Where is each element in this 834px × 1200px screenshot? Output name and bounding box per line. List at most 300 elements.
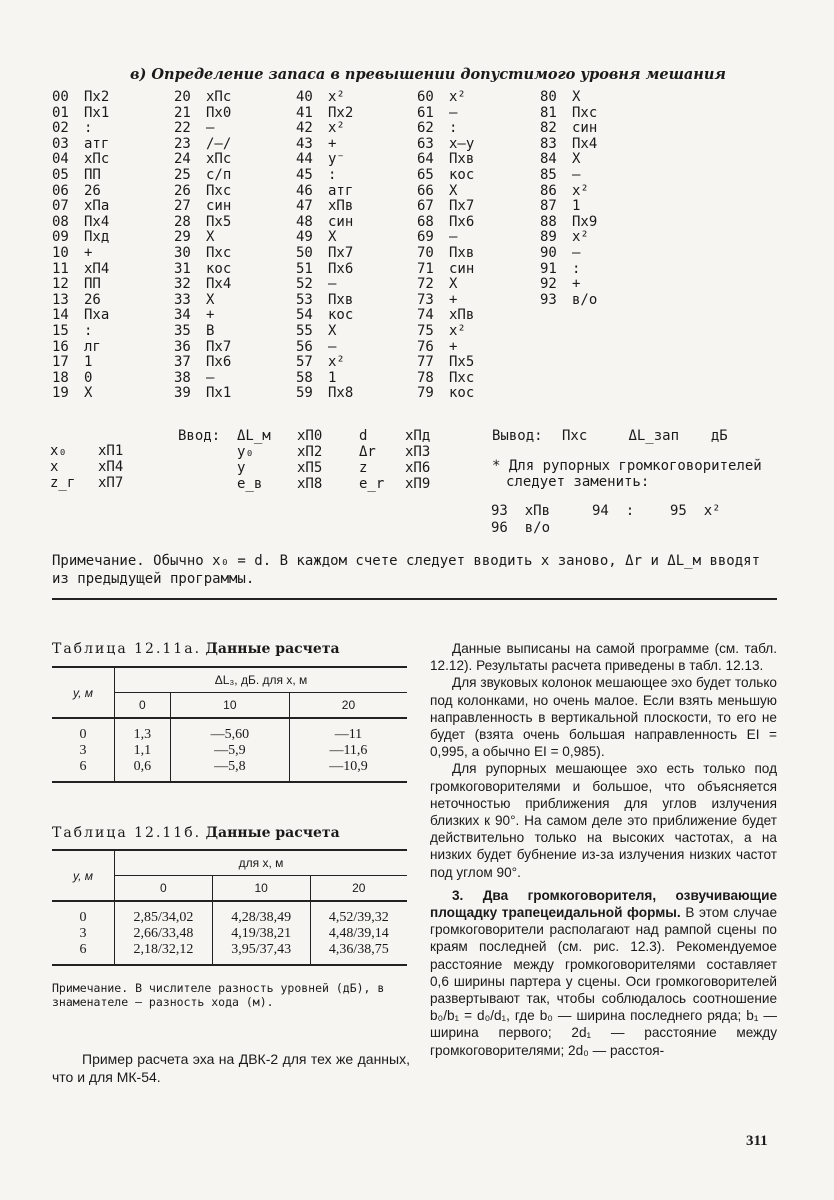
horn-note-line1: * Для рупорных громкоговорителей — [492, 458, 762, 474]
step-number: 56 — [296, 338, 313, 355]
program-row — [296, 293, 353, 309]
step-number: 51 — [296, 260, 313, 277]
step-number: 40 — [296, 89, 313, 105]
program-row — [174, 90, 231, 106]
step-operation: с/п — [206, 166, 232, 183]
program-row — [540, 184, 597, 200]
step-number: 66 — [417, 182, 434, 199]
table-row — [52, 901, 407, 926]
step-operation: Пх7 — [328, 244, 354, 261]
step-operation: Пха — [84, 307, 110, 324]
cell-value: —11 — [334, 727, 363, 742]
input-grid-row — [237, 476, 465, 492]
program-row — [174, 355, 231, 371]
table-row — [52, 718, 407, 743]
step-operation: кос — [206, 260, 232, 277]
var-register: хП4 — [98, 459, 124, 475]
program-row — [417, 184, 474, 200]
program-row — [174, 199, 231, 215]
step-operation: x² — [572, 229, 589, 246]
step-number: 81 — [540, 104, 557, 121]
step-number: 18 — [52, 369, 69, 386]
program-row — [52, 168, 109, 184]
program-row — [417, 386, 474, 402]
step-operation: Пх5 — [449, 354, 475, 371]
step-operation: 26 — [84, 291, 101, 308]
step-number: 52 — [296, 276, 313, 293]
step-operation: хПс — [206, 151, 232, 168]
replace-2: 94 : — [592, 503, 635, 519]
program-row — [52, 277, 109, 293]
step-number: 04 — [52, 151, 69, 168]
step-number: 42 — [296, 120, 313, 137]
output-unit: дБ — [710, 428, 728, 444]
cell-value: 4,48/39,14 — [328, 926, 389, 941]
step-number: 43 — [296, 135, 313, 152]
program-row — [296, 137, 353, 153]
step-operation: Пх0 — [206, 104, 232, 121]
step-number: 34 — [174, 307, 191, 324]
program-row — [417, 199, 474, 215]
step-operation: Х — [206, 229, 215, 246]
step-operation: Пх4 — [572, 135, 598, 152]
program-row — [174, 324, 231, 340]
program-column — [417, 90, 474, 402]
step-operation: — — [449, 104, 458, 121]
step-number: 61 — [417, 104, 434, 121]
program-row — [296, 184, 353, 200]
step-operation: Пхс — [206, 182, 232, 199]
program-row — [296, 308, 353, 324]
step-number: 25 — [174, 166, 191, 183]
cell-value: 4,19/38,21 — [212, 926, 310, 942]
input-grid-cell: хП8 — [297, 476, 323, 492]
table-b-caption-title: Данные расчета — [205, 825, 340, 841]
step-operation: ПП — [84, 166, 101, 183]
step-operation: хПв — [328, 198, 354, 215]
step-operation: — — [328, 276, 337, 293]
program-row — [174, 152, 231, 168]
step-number: 33 — [174, 291, 191, 308]
step-number: 46 — [296, 182, 313, 199]
program-row — [52, 106, 109, 122]
table-b-caption-label: Таблица 12.11б. — [52, 825, 202, 841]
step-operation: Пх7 — [206, 338, 232, 355]
program-row — [417, 340, 474, 356]
input-grid-cell: ΔL_м — [237, 428, 271, 444]
step-operation: Х — [84, 385, 93, 402]
replace-1: 93 хПв — [491, 503, 551, 519]
step-number: 87 — [540, 198, 557, 215]
program-row — [540, 106, 597, 122]
step-operation: — — [328, 338, 337, 355]
step-operation: + — [449, 291, 458, 308]
step-operation: 26 — [84, 182, 101, 199]
step-number: 47 — [296, 198, 313, 215]
step-operation: Пх7 — [449, 198, 475, 215]
program-row — [417, 106, 474, 122]
program-row — [174, 340, 231, 356]
input-grid-cell: d — [359, 428, 368, 444]
step-operation: — — [206, 120, 215, 137]
step-operation: атг — [84, 135, 110, 152]
step-number: 79 — [417, 385, 434, 402]
program-row — [174, 121, 231, 137]
table-b-note: Примечание. В числителе разность уровней (дБ), в знаменателе — разность хода (м). — [52, 981, 385, 1009]
input-grid-cell: z — [359, 460, 368, 476]
input-grid-cell: хП2 — [297, 444, 323, 460]
divider — [52, 598, 777, 600]
program-row — [417, 152, 474, 168]
program-row — [296, 90, 353, 106]
step-number: 53 — [296, 291, 313, 308]
program-row — [540, 90, 597, 106]
step-operation: Х — [572, 151, 581, 168]
input-var-row — [50, 443, 123, 459]
program-row — [296, 371, 353, 387]
cell-value: 1,1 — [115, 743, 171, 759]
step-operation: Пхд — [84, 229, 110, 246]
step-number: 57 — [296, 354, 313, 371]
replace-3: 95 x² — [670, 503, 721, 519]
input-var-row — [50, 459, 123, 475]
program-row — [417, 293, 474, 309]
program-row — [52, 199, 109, 215]
paragraph-3: Для рупорных мешающее эхо есть только под громкоговорителями и большое, что объясняется неточностью приближения для углов излучения близких к 90°. На самом деле это приближение будет действительно только на высоких частотах, а на низких будет бубнение из-за излучения низких частот под углом 90°. — [430, 761, 777, 880]
step-number: 93 — [540, 291, 557, 308]
program-row — [417, 277, 474, 293]
var-name: x — [50, 459, 59, 475]
program-row — [52, 371, 109, 387]
step-operation: в/о — [572, 291, 598, 308]
var-name: z_г — [50, 475, 76, 491]
program-row — [417, 168, 474, 184]
table-a — [52, 666, 407, 783]
step-number: 09 — [52, 229, 69, 246]
step-operation: Пх5 — [206, 213, 232, 230]
step-number: 37 — [174, 354, 191, 371]
step-operation: Х — [328, 322, 337, 339]
step-operation: : — [84, 120, 93, 137]
step-operation: Пх1 — [206, 385, 232, 402]
program-row — [540, 168, 597, 184]
step-number: 91 — [540, 260, 557, 277]
step-number: 19 — [52, 385, 69, 402]
output-values — [562, 428, 728, 444]
program-row — [417, 215, 474, 231]
program-row — [417, 324, 474, 340]
step-operation: Пх1 — [84, 104, 110, 121]
program-row — [296, 262, 353, 278]
program-row — [540, 152, 597, 168]
program-row — [540, 137, 597, 153]
col-header: 20 — [289, 693, 407, 719]
program-row — [174, 137, 231, 153]
var-register: хП7 — [98, 475, 124, 491]
program-row — [540, 215, 597, 231]
step-operation: Х — [449, 182, 458, 199]
step-number: 11 — [52, 260, 69, 277]
input-grid-cell: Δr — [359, 444, 376, 460]
col-header: 10 — [170, 693, 289, 719]
step-number: 84 — [540, 151, 557, 168]
input-grid-cell: хП9 — [405, 476, 431, 492]
horn-note — [492, 458, 762, 490]
step-operation: Пх6 — [449, 213, 475, 230]
program-row — [540, 246, 597, 262]
program-row — [52, 308, 109, 324]
step-operation: син — [206, 198, 232, 215]
step-number: 41 — [296, 104, 313, 121]
step-operation: + — [206, 307, 215, 324]
program-row — [174, 184, 231, 200]
program-row — [540, 121, 597, 137]
table-header-row — [52, 667, 407, 693]
group-header: ΔL₃, дБ. для x, м — [115, 667, 408, 693]
program-row — [52, 184, 109, 200]
row-y: 6 — [52, 759, 115, 782]
input-grid-cell: y₀ — [237, 444, 254, 460]
step-number: 01 — [52, 104, 69, 121]
step-operation: x² — [449, 322, 466, 339]
col-y-header: y, м — [52, 667, 115, 718]
input-grid-cell: хП3 — [405, 444, 431, 460]
program-column — [540, 90, 597, 308]
program-column — [174, 90, 231, 402]
cell-value: 1,3 — [115, 718, 171, 743]
program-row — [417, 308, 474, 324]
right-column-text — [430, 640, 777, 1059]
step-number: 00 — [52, 89, 69, 105]
step-number: 74 — [417, 307, 434, 324]
program-row — [52, 262, 109, 278]
col-header: 0 — [115, 693, 171, 719]
input-grid-cell: хП5 — [297, 460, 323, 476]
program-row — [174, 230, 231, 246]
step-operation: ПП — [84, 276, 101, 293]
step-number: 65 — [417, 166, 434, 183]
input-grid-row — [237, 460, 465, 476]
program-row — [540, 199, 597, 215]
row-y: 6 — [52, 942, 115, 965]
paragraph-2: Для звуковых колонок мешающее эхо будет только под колонками, но очень малое. Если взять меньшую направленность в вертикальной плоскости, то его не будет (взята очень большая направленность EI = 0,995, а обычно EI = 0,985). — [430, 675, 777, 760]
program-row — [296, 340, 353, 356]
col-header: 10 — [212, 876, 310, 902]
program-row — [296, 106, 353, 122]
program-row — [417, 137, 474, 153]
step-operation: Х — [449, 276, 458, 293]
program-row — [174, 293, 231, 309]
step-operation: хПв — [449, 307, 475, 324]
cell-value: —10,9 — [289, 759, 407, 782]
step-number: 68 — [417, 213, 434, 230]
program-row — [174, 371, 231, 387]
program-row — [417, 90, 474, 106]
step-operation: : — [572, 260, 581, 277]
table-b — [52, 849, 407, 966]
step-operation: Пх4 — [206, 276, 232, 293]
step-operation: хПа — [84, 198, 110, 215]
step-number: 67 — [417, 198, 434, 215]
step-operation: Пх6 — [328, 260, 354, 277]
step-operation: В — [206, 322, 215, 339]
step-number: 10 — [52, 244, 69, 261]
program-row — [174, 246, 231, 262]
program-row — [296, 168, 353, 184]
group-header: для x, м — [115, 850, 408, 876]
program-row — [52, 355, 109, 371]
program-row — [52, 230, 109, 246]
step-number: 08 — [52, 213, 69, 230]
program-row — [52, 324, 109, 340]
step-operation: : — [328, 166, 337, 183]
step-number: 75 — [417, 322, 434, 339]
step-number: 17 — [52, 354, 69, 371]
step-operation: Пх9 — [572, 213, 598, 230]
paragraph-4 — [430, 887, 777, 1059]
step-number: 69 — [417, 229, 434, 246]
step-number: 39 — [174, 385, 191, 402]
step-operation: син — [572, 120, 598, 137]
col-header: 20 — [310, 876, 407, 902]
step-number: 06 — [52, 182, 69, 199]
paragraph-1: Данные выписаны на самой программе (см. табл. 12.12). Результаты расчета приведены в табл. 12.13. — [430, 641, 777, 674]
step-operation: x² — [328, 89, 345, 105]
table-row — [52, 926, 407, 942]
cell-value: 4,52/39,32 — [328, 910, 389, 925]
cell-value: —5,9 — [170, 743, 289, 759]
step-operation: у⁻ — [328, 151, 345, 168]
step-number: 45 — [296, 166, 313, 183]
program-row — [540, 293, 597, 309]
step-number: 03 — [52, 135, 69, 152]
step-operation: 1 — [328, 369, 337, 386]
horn-note-line2: следует заменить: — [506, 474, 650, 490]
step-number: 72 — [417, 276, 434, 293]
program-row — [296, 355, 353, 371]
step-number: 60 — [417, 89, 434, 105]
program-row — [52, 152, 109, 168]
step-number: 71 — [417, 260, 434, 277]
step-operation: + — [328, 135, 337, 152]
program-row — [52, 90, 109, 106]
table-a-caption — [52, 641, 340, 657]
step-operation: Пх2 — [84, 89, 110, 105]
program-row — [52, 121, 109, 137]
step-number: 36 — [174, 338, 191, 355]
program-row — [296, 277, 353, 293]
program-row — [296, 246, 353, 262]
step-number: 05 — [52, 166, 69, 183]
program-row — [174, 308, 231, 324]
cell-value: 2,85/34,02 — [115, 901, 213, 926]
cell-value: —5,60 — [170, 718, 289, 743]
step-operation: + — [84, 244, 93, 261]
program-row — [296, 230, 353, 246]
input-label: Ввод: — [178, 428, 221, 444]
cell-value: 0,6 — [115, 759, 171, 782]
step-number: 22 — [174, 120, 191, 137]
step-number: 02 — [52, 120, 69, 137]
program-note: Примечание. Обычно x₀ = d. В каждом счете следует вводить x заново, Δr и ΔL_м вводят из предыдущей программы. — [52, 553, 761, 587]
program-row — [296, 324, 353, 340]
step-operation: Пхв — [449, 244, 475, 261]
step-operation: Пх4 — [84, 213, 110, 230]
step-operation: атг — [328, 182, 354, 199]
step-operation: кос — [328, 307, 354, 324]
step-number: 26 — [174, 182, 191, 199]
input-grid-cell: y — [237, 460, 246, 476]
step-operation: + — [449, 338, 458, 355]
step-number: 82 — [540, 120, 557, 137]
output-quantity: ΔL_зап — [628, 428, 680, 444]
step-number: 89 — [540, 229, 557, 246]
col-header: 0 — [115, 876, 213, 902]
step-operation: син — [328, 213, 354, 230]
paragraph-4-body: В этом случае громкоговорители располагают над рампой сцены по краям последней (см. рис. 12.3). Рекомендуемое расстояние между громкоговорителями составляет 0,6 ширины партера у сцены. Оси громкоговорителей развертывают так, чтобы соблюдалось соотношение b₀/b₁ = d₀/d₁, где b₀ — ширина последнего ряда; b₁ — ширина первого; 2d₁ — расстояние между громкоговорителями; 2d₀ — расстоя- — [430, 905, 778, 1058]
step-number: 44 — [296, 151, 313, 168]
step-number: 55 — [296, 322, 313, 339]
step-operation: х—у — [449, 135, 475, 152]
program-row — [296, 215, 353, 231]
step-number: 30 — [174, 244, 191, 261]
step-operation: Пхв — [328, 291, 354, 308]
step-operation: Х — [572, 89, 581, 105]
step-number: 83 — [540, 135, 557, 152]
step-number: 62 — [417, 120, 434, 137]
paragraph-4-heading: 3. Два громкоговорителя, озвучивающие площадку трапецеидальной формы. — [430, 887, 777, 921]
program-row — [417, 230, 474, 246]
step-number: 54 — [296, 307, 313, 324]
input-grid-row — [237, 428, 465, 444]
program-row — [52, 215, 109, 231]
step-operation: Пх8 — [328, 385, 354, 402]
page-number: 311 — [746, 1133, 768, 1149]
program-row — [52, 340, 109, 356]
step-operation: лг — [84, 338, 101, 355]
step-number: 31 — [174, 260, 191, 277]
program-row — [296, 152, 353, 168]
step-operation: x² — [449, 89, 466, 105]
cell-value: —5,8 — [170, 759, 289, 782]
step-operation: /—/ — [206, 135, 232, 152]
step-number: 15 — [52, 322, 69, 339]
program-row — [174, 168, 231, 184]
input-grid-cell: e_в — [237, 476, 263, 492]
step-operation: + — [572, 276, 581, 293]
step-number: 90 — [540, 244, 557, 261]
row-y: 0 — [52, 901, 115, 926]
step-number: 88 — [540, 213, 557, 230]
program-row — [417, 262, 474, 278]
step-number: 20 — [174, 89, 191, 105]
program-column — [52, 90, 109, 402]
step-number: 49 — [296, 229, 313, 246]
step-operation: Пхс — [206, 244, 232, 261]
cell-value: 2,18/32,12 — [115, 942, 213, 965]
input-grid-cell: хП0 — [297, 428, 323, 444]
program-row — [52, 386, 109, 402]
row-y: 3 — [52, 926, 115, 942]
step-number: 78 — [417, 369, 434, 386]
step-number: 38 — [174, 369, 191, 386]
step-number: 64 — [417, 151, 434, 168]
table-row — [52, 942, 407, 965]
table-b-caption — [52, 825, 340, 841]
cell-value: 4,36/38,75 — [310, 942, 407, 965]
program-row — [52, 246, 109, 262]
program-row — [174, 262, 231, 278]
